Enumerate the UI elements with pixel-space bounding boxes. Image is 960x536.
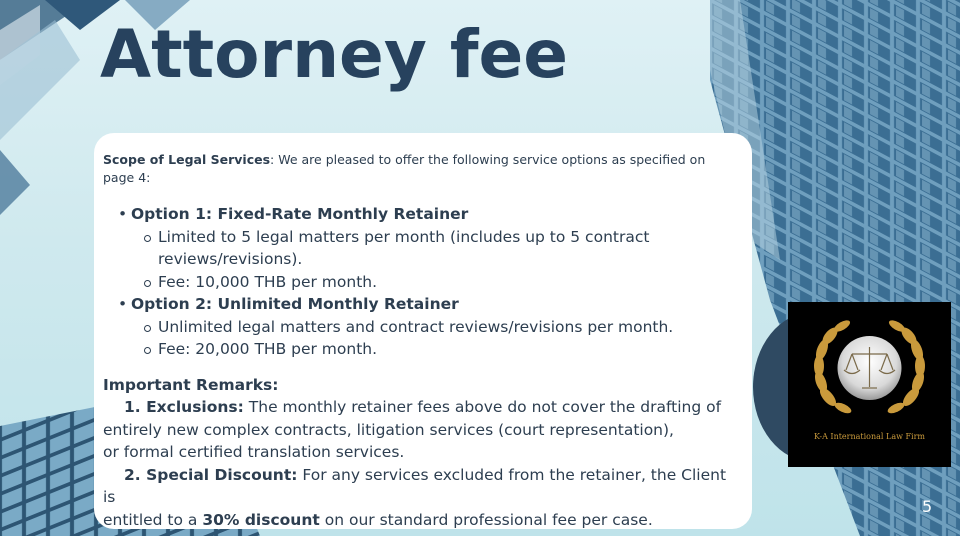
option-1-fee bbox=[103, 271, 740, 294]
remark-special-discount bbox=[103, 464, 740, 532]
option-1-detail bbox=[103, 226, 740, 271]
firm-name: K-A International Law Firm bbox=[813, 432, 926, 441]
discount-text: For any services excluded from the retainer, the Client is bbox=[103, 465, 727, 506]
circle-bullet-icon bbox=[144, 325, 151, 332]
exclusions-label: 1. Exclusions: bbox=[124, 398, 244, 416]
option-1-detail-text: Limited to 5 legal matters per month (includes up to 5 contract bbox=[158, 227, 650, 246]
page-title: Attorney fee bbox=[100, 16, 569, 93]
remarks-heading: Important Remarks: bbox=[103, 375, 279, 394]
option-1-title: Option 1: Fixed-Rate Monthly Retainer bbox=[131, 205, 469, 223]
circle-bullet-icon bbox=[144, 347, 151, 354]
option-2-title: Option 2: Unlimited Monthly Retainer bbox=[131, 295, 459, 313]
firm-logo bbox=[788, 302, 951, 467]
option-2-detail-text: Unlimited legal matters and contract reviews/revisions per month. bbox=[158, 317, 674, 336]
remark-exclusions bbox=[103, 396, 740, 464]
discount-label: 2. Special Discount: bbox=[124, 465, 298, 484]
content-card bbox=[94, 133, 752, 529]
exclusions-text-3: or formal certified translation services. bbox=[103, 443, 405, 461]
circle-bullet-icon bbox=[144, 280, 151, 287]
option-1-fee-text: Fee: 10,000 THB per month. bbox=[158, 272, 378, 291]
bullet-icon: • bbox=[118, 205, 128, 223]
option-2-fee-text: Fee: 20,000 THB per month. bbox=[158, 340, 378, 358]
exclusions-text: The monthly retainer fees above do not cover the drafting of bbox=[243, 398, 722, 416]
scope-label: Scope of Legal Services bbox=[103, 152, 271, 167]
discount-text-2b: on our standard professional fee per case. bbox=[319, 510, 653, 529]
discount-emphasis: 30% discount bbox=[202, 510, 320, 529]
page-number: 5 bbox=[922, 497, 933, 516]
option-1 bbox=[103, 203, 740, 226]
laurel-scales-icon bbox=[788, 302, 951, 432]
bullet-icon: • bbox=[118, 295, 128, 313]
discount-text-2a: entitled to a bbox=[103, 510, 203, 529]
circle-bullet-icon bbox=[144, 235, 151, 242]
option-2-detail bbox=[103, 316, 740, 339]
scope-text: : We are pleased to offer the following service options as specified on page 4: bbox=[103, 152, 706, 185]
important-remarks bbox=[103, 374, 740, 532]
scope-paragraph bbox=[103, 151, 740, 187]
exclusions-text-2: entirely new complex contracts, litigation services (court representation), bbox=[103, 420, 674, 439]
option-2-fee bbox=[103, 338, 740, 361]
option-2 bbox=[103, 293, 740, 316]
option-1-detail-text-cont: reviews/revisions). bbox=[158, 250, 303, 268]
